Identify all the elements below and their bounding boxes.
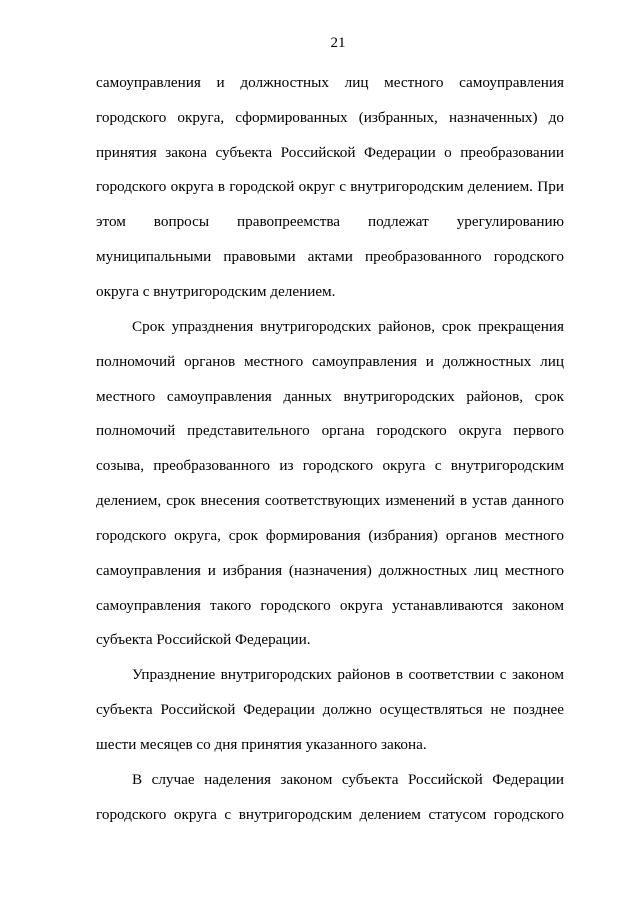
text-line: округа с внутригородским делением. bbox=[96, 283, 336, 300]
text-line: самоуправления и избрания (назначения) должностных лиц местного bbox=[96, 562, 564, 579]
text-line: субъекта Российской Федерации. bbox=[96, 631, 311, 648]
text-line: самоуправления такого городского округа устанавливаются законом bbox=[96, 597, 564, 614]
text-line: полномочий органов местного самоуправления и должностных лиц bbox=[96, 353, 564, 370]
text-line: полномочий представительного органа городского округа первого bbox=[96, 422, 564, 439]
text-line: городского округа в городской округ с внутригородским делением. При bbox=[96, 178, 564, 195]
text-line: В случае наделения законом субъекта Российской Федерации bbox=[132, 771, 564, 788]
text-line: созыва, преобразованного из городского округа с внутригородским bbox=[96, 457, 564, 474]
text-line: принятия закона субъекта Российской Федерации о преобразовании bbox=[96, 144, 564, 161]
text-line: делением, срок внесения соответствующих изменений в устав данного bbox=[96, 492, 564, 509]
text-line: самоуправления и должностных лиц местного самоуправления bbox=[96, 74, 564, 91]
text-line: городского округа с внутригородским делением статусом городского bbox=[96, 806, 564, 823]
text-line: субъекта Российской Федерации должно осуществляться не позднее bbox=[96, 701, 564, 718]
text-line: шести месяцев со дня принятия указанного закона. bbox=[96, 736, 427, 753]
page-number: 21 bbox=[330, 35, 346, 51]
text-line: городского округа, сформированных (избранных, назначенных) до bbox=[96, 109, 564, 126]
text-line: городского округа, срок формирования (избрания) органов местного bbox=[96, 527, 564, 544]
text-line: Срок упразднения внутригородских районов, срок прекращения bbox=[132, 318, 564, 335]
text-line: Упразднение внутригородских районов в соответствии с законом bbox=[132, 666, 564, 683]
text-line: муниципальными правовыми актами преобразованного городского bbox=[96, 248, 564, 265]
text-line: этом вопросы правопреемства подлежат урегулированию bbox=[96, 213, 564, 230]
text-line: местного самоуправления данных внутригородских районов, срок bbox=[96, 388, 564, 405]
